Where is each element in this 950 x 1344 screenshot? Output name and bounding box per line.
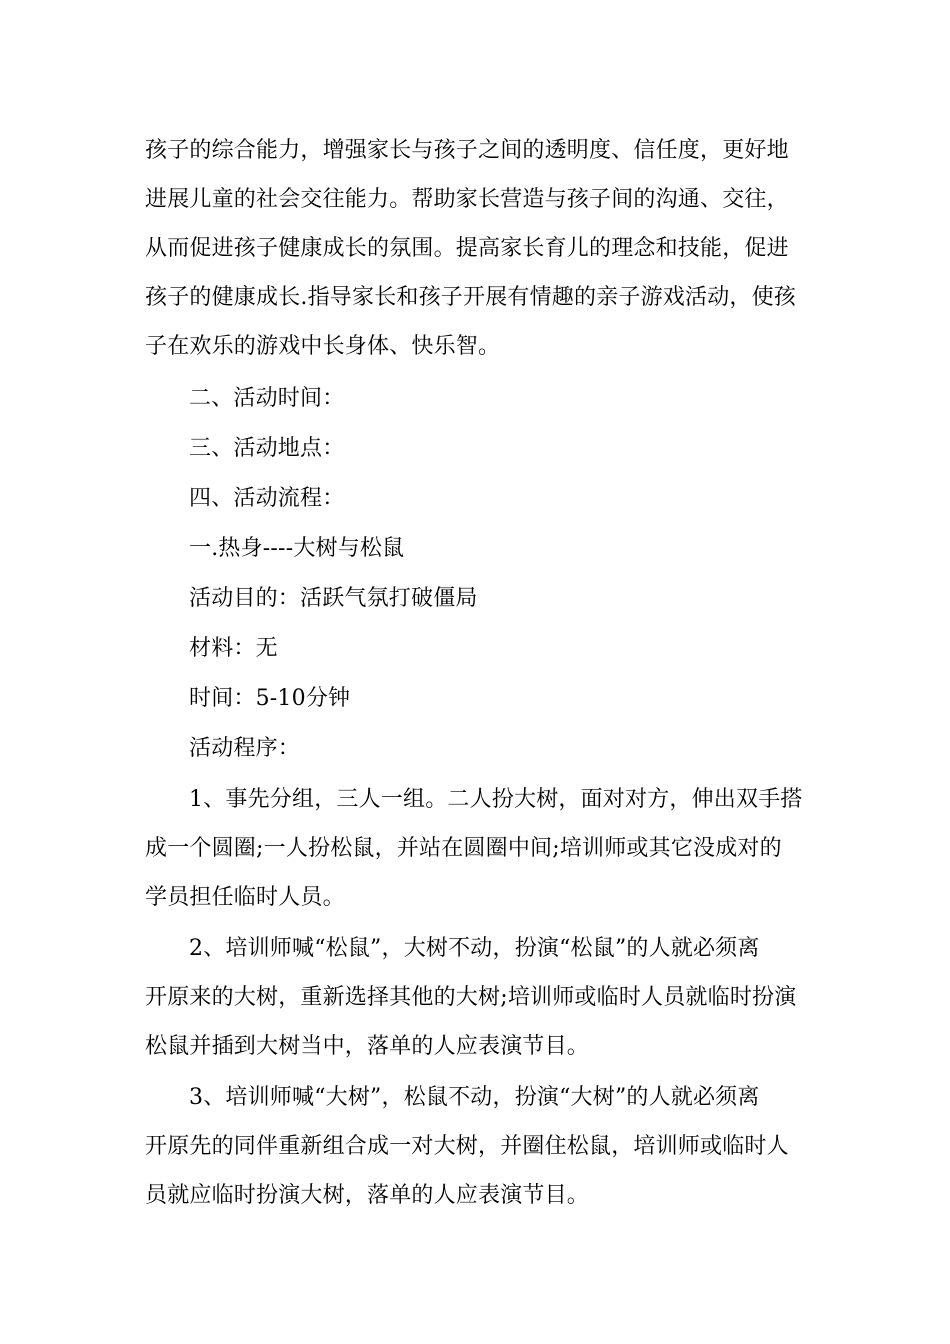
procedure-step-1-line: 1、事先分组，三人一组。二人扮大树，面对对方，伸出双手搭 xyxy=(189,787,803,812)
paragraph-line: 从而促进孩子健康成长的氛围。提高家长育儿的理念和技能，促进 xyxy=(145,236,789,261)
section-heading-location: 三、活动地点： xyxy=(189,436,345,461)
paragraph-line: 孩子的健康成长.指导家长和孩子开展有情趣的亲子游戏活动，使孩 xyxy=(145,285,796,310)
section-heading-process: 四、活动流程： xyxy=(189,486,345,511)
activity-procedure-heading: 活动程序： xyxy=(189,736,301,761)
paragraph-line: 子在欢乐的游戏中长身体、快乐智。 xyxy=(145,334,501,359)
procedure-step-2-line: 2、培训师喊“松鼠”，大树不动，扮演“松鼠”的人就必须离 xyxy=(189,936,760,961)
procedure-step-1-line: 成一个圆圈;一人扮松鼠，并站在圆圈中间;培训师或其它没成对的 xyxy=(145,836,782,861)
procedure-step-3-line: 3、培训师喊“大树”，松鼠不动，扮演“大树”的人就必须离 xyxy=(189,1085,760,1110)
paragraph-line: 进展儿童的社会交往能力。帮助家长营造与孩子间的沟通、交往， xyxy=(145,187,789,212)
procedure-step-3-line: 员就应临时扮演大树，落单的人应表演节目。 xyxy=(145,1183,590,1208)
activity-duration: 时间：5-10分钟 xyxy=(189,686,351,711)
procedure-step-1-line: 学员担任临时人员。 xyxy=(145,885,345,910)
paragraph-line: 孩子的综合能力，增强家长与孩子之间的透明度、信任度，更好地 xyxy=(145,138,789,163)
activity-materials: 材料：无 xyxy=(189,636,278,661)
procedure-step-2-line: 开原来的大树，重新选择其他的大树;培训师或临时人员就临时扮演 xyxy=(145,985,797,1010)
procedure-step-3-line: 开原先的同伴重新组合成一对大树，并圈住松鼠，培训师或临时人 xyxy=(145,1134,789,1159)
procedure-step-2-line: 松鼠并插到大树当中，落单的人应表演节目。 xyxy=(145,1034,590,1059)
section-heading-time: 二、活动时间： xyxy=(189,386,345,411)
activity-purpose: 活动目的：活跃气氛打破僵局 xyxy=(189,586,478,611)
subsection-heading-warmup: 一.热身----大树与松鼠 xyxy=(189,536,405,561)
